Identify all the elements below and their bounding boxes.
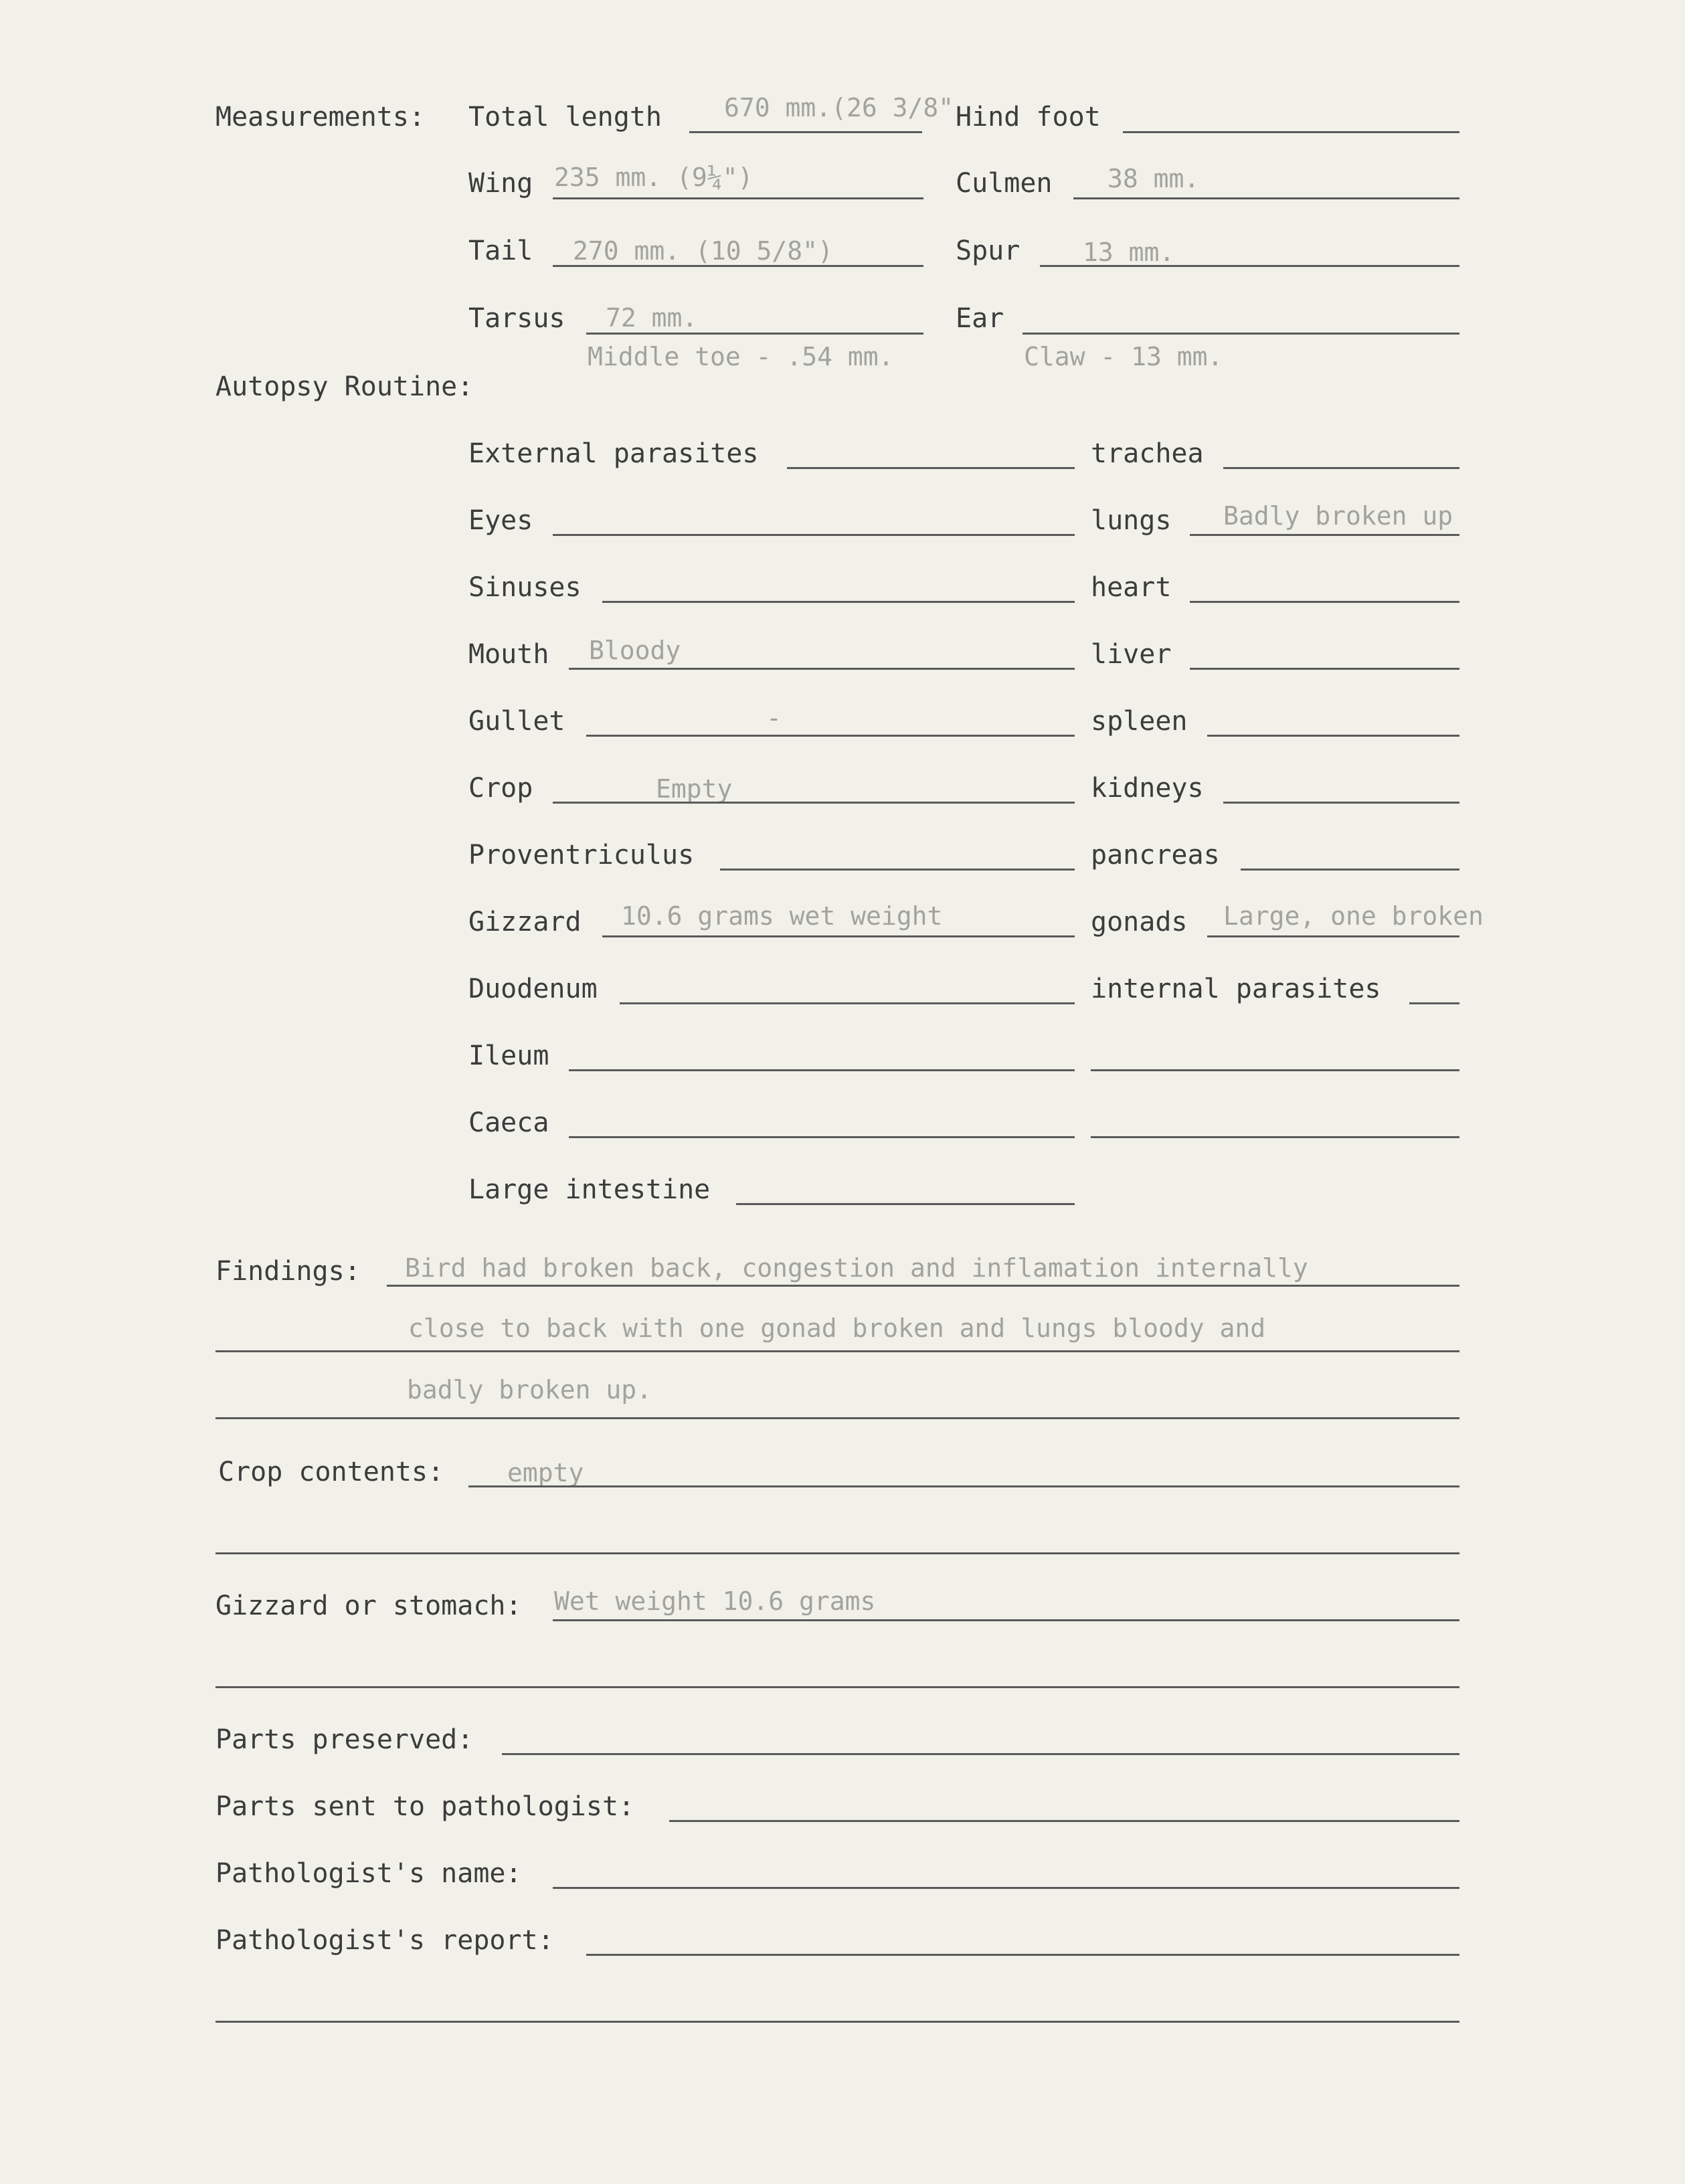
findings-line2[interactable]: close to back with one gonad broken and lungs bloody and bbox=[408, 1313, 1266, 1343]
findings-line1[interactable]: Bird had broken back, congestion and inflamation internally bbox=[405, 1253, 1308, 1283]
crop-label: Crop bbox=[468, 773, 533, 804]
ileum-label: Ileum bbox=[468, 1040, 549, 1071]
crop-value[interactable]: Empty bbox=[656, 774, 733, 804]
kidneys-line bbox=[1223, 802, 1459, 804]
hind-foot-label: Hind foot bbox=[956, 102, 1101, 132]
crop-contents-rule-2 bbox=[215, 1552, 1459, 1554]
gullet-label: Gullet bbox=[468, 706, 565, 737]
gizzard-stomach-value[interactable]: Wet weight 10.6 grams bbox=[554, 1586, 876, 1616]
large-intestine-line bbox=[736, 1203, 1075, 1205]
gizzard-value[interactable]: 10.6 grams wet weight bbox=[621, 901, 943, 931]
tarsus-line bbox=[586, 333, 923, 335]
sinuses-label: Sinuses bbox=[468, 572, 582, 603]
duodenum-line bbox=[620, 1002, 1075, 1004]
sinuses-line bbox=[602, 601, 1075, 603]
total-length-value[interactable]: 670 mm.(26 3/8" bbox=[724, 93, 954, 122]
hind-foot-line bbox=[1123, 131, 1459, 133]
external-parasites-line bbox=[787, 467, 1075, 469]
ear-label: Ear bbox=[956, 303, 1004, 334]
gonads-value[interactable]: Large, one broken bbox=[1223, 901, 1484, 931]
autopsy-heading: Autopsy Routine: bbox=[215, 371, 474, 402]
liver-label: liver bbox=[1091, 639, 1172, 670]
crop-contents-rule-1 bbox=[468, 1485, 1459, 1487]
measurements-heading: Measurements: bbox=[215, 102, 426, 132]
caeca-label: Caeca bbox=[468, 1107, 549, 1138]
crop-line bbox=[553, 802, 1075, 804]
blank-line-right-1 bbox=[1091, 1069, 1459, 1071]
pathologist-report-rule-1 bbox=[586, 1954, 1459, 1956]
pathologist-name-rule bbox=[553, 1887, 1459, 1889]
spleen-line bbox=[1207, 735, 1459, 737]
eyes-label: Eyes bbox=[468, 505, 533, 536]
parts-preserved-label: Parts preserved: bbox=[215, 1724, 474, 1755]
gizzard-stomach-rule-1 bbox=[553, 1619, 1459, 1621]
claw-note: Claw - 13 mm. bbox=[1024, 342, 1223, 371]
pancreas-line bbox=[1241, 869, 1459, 871]
trachea-label: trachea bbox=[1091, 438, 1204, 469]
findings-rule-2 bbox=[215, 1350, 1459, 1352]
middle-toe-note: Middle toe - .54 mm. bbox=[588, 342, 894, 371]
ileum-line bbox=[569, 1069, 1075, 1071]
large-intestine-label: Large intestine bbox=[468, 1174, 711, 1205]
findings-rule-3 bbox=[215, 1417, 1459, 1419]
trachea-line bbox=[1223, 467, 1459, 469]
lungs-value[interactable]: Badly broken up bbox=[1223, 501, 1453, 531]
parts-sent-label: Parts sent to pathologist: bbox=[215, 1791, 635, 1822]
gullet-value[interactable]: - bbox=[766, 703, 782, 733]
mouth-value[interactable]: Bloody bbox=[589, 636, 681, 665]
gullet-line bbox=[586, 735, 1075, 737]
total-length-label: Total length bbox=[468, 102, 662, 132]
eyes-line bbox=[553, 534, 1075, 536]
tarsus-label: Tarsus bbox=[468, 303, 565, 334]
internal-parasites-label: internal parasites bbox=[1091, 974, 1381, 1004]
wing-line bbox=[553, 197, 923, 199]
mouth-label: Mouth bbox=[468, 639, 549, 670]
heart-label: heart bbox=[1091, 572, 1172, 603]
external-parasites-label: External parasites bbox=[468, 438, 759, 469]
parts-sent-rule bbox=[669, 1820, 1459, 1822]
spur-label: Spur bbox=[956, 236, 1021, 266]
findings-line3[interactable]: badly broken up. bbox=[407, 1375, 652, 1404]
total-length-line bbox=[689, 131, 922, 133]
blank-line-right-2 bbox=[1091, 1136, 1459, 1138]
lungs-line bbox=[1190, 534, 1459, 536]
pathologist-name-label: Pathologist's name: bbox=[215, 1858, 522, 1889]
pathologist-report-rule-2 bbox=[215, 2021, 1459, 2023]
findings-label: Findings: bbox=[215, 1256, 361, 1287]
duodenum-label: Duodenum bbox=[468, 974, 598, 1004]
parts-preserved-rule bbox=[502, 1753, 1459, 1755]
tail-label: Tail bbox=[468, 236, 533, 266]
mouth-line bbox=[569, 668, 1075, 670]
crop-contents-label: Crop contents: bbox=[218, 1457, 444, 1487]
culmen-line bbox=[1073, 197, 1459, 199]
tarsus-value[interactable]: 72 mm. bbox=[606, 303, 698, 333]
caeca-line bbox=[569, 1136, 1075, 1138]
gizzard-label: Gizzard bbox=[468, 907, 582, 937]
ear-line bbox=[1023, 333, 1459, 335]
crop-contents-value[interactable]: empty bbox=[507, 1458, 584, 1487]
lungs-label: lungs bbox=[1091, 505, 1172, 536]
gizzard-stomach-label: Gizzard or stomach: bbox=[215, 1590, 522, 1621]
spleen-label: spleen bbox=[1091, 706, 1188, 737]
tail-value[interactable]: 270 mm. (10 5/8") bbox=[573, 236, 833, 266]
pathologist-report-label: Pathologist's report: bbox=[215, 1925, 554, 1956]
tail-line bbox=[553, 265, 923, 267]
proventriculus-line bbox=[720, 869, 1075, 871]
culmen-label: Culmen bbox=[956, 168, 1053, 199]
gizzard-stomach-rule-2 bbox=[215, 1686, 1459, 1688]
proventriculus-label: Proventriculus bbox=[468, 840, 695, 871]
gonads-line bbox=[1207, 935, 1459, 937]
culmen-value[interactable]: 38 mm. bbox=[1107, 164, 1200, 193]
liver-line bbox=[1190, 668, 1459, 670]
wing-value[interactable]: 235 mm. (9¼") bbox=[554, 163, 753, 192]
spur-value[interactable]: 13 mm. bbox=[1083, 238, 1175, 267]
internal-parasites-line bbox=[1409, 1002, 1459, 1004]
heart-line bbox=[1190, 601, 1459, 603]
findings-rule-1 bbox=[387, 1285, 1459, 1287]
gizzard-line bbox=[602, 935, 1075, 937]
pancreas-label: pancreas bbox=[1091, 840, 1220, 871]
wing-label: Wing bbox=[468, 168, 533, 199]
spur-line bbox=[1040, 265, 1459, 267]
gonads-label: gonads bbox=[1091, 907, 1188, 937]
kidneys-label: kidneys bbox=[1091, 773, 1204, 804]
